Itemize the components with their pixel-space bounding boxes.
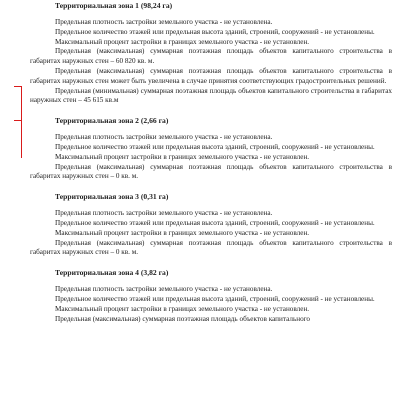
zone-1-coverage: Максимальный процент застройки в границах земельного участка - не установлен. bbox=[55, 37, 310, 46]
zone-4-density: Предельная плотность застройки земельного участка - не установлена. bbox=[55, 285, 273, 294]
red-margin-mark bbox=[21, 86, 22, 158]
zone-4-coverage: Максимальный процент застройки в границах земельного участка - не установлен. bbox=[55, 304, 310, 313]
zone-1-max-area: Предельная (максимальная) суммарная поэтажная площадь объектов капитального строительства в габаритах наружных стен – 60 820 кв. м. bbox=[30, 47, 392, 66]
zone-2-floors: Предельное количество этажей или предельная высота зданий, строений, сооружений - не установлены. bbox=[55, 142, 375, 151]
zone-3-title: Территориальная зона 3 (0,31 га) bbox=[55, 192, 169, 202]
red-margin-tick bbox=[14, 120, 22, 121]
zone-3-section bbox=[30, 192, 392, 258]
zone-2-max-area: Предельная (максимальная) суммарная поэтажная площадь объектов капитального строительства в габаритах наружных стен – 0 кв. м. bbox=[30, 162, 392, 181]
zone-2-title: Территориальная зона 2 (2,66 га) bbox=[55, 116, 169, 126]
zone-3-coverage: Максимальный процент застройки в границах земельного участка - не установлен. bbox=[55, 228, 310, 237]
zone-3-max-area: Предельная (максимальная) суммарная поэтажная площадь объектов капитального строительства в габаритах наружных стен – 0 кв. м. bbox=[30, 238, 392, 257]
zone-4-section bbox=[30, 268, 392, 324]
zone-1-floors: Предельное количество этажей или предельная высота зданий, строений, сооружений - не установлены. bbox=[55, 27, 375, 36]
zone-1-max-area-increase: Предельная (максимальная) суммарная поэтажная площадь объектов капитального строительства в габаритах наружных стен может быть увеличена в случае принятия соответствующих градостроительных решений. bbox=[30, 66, 392, 85]
document-page bbox=[30, 0, 392, 324]
zone-1-title: Территориальная зона 1 (98,24 га) bbox=[55, 1, 173, 10]
zone-1-density: Предельная плотность застройки земельного участка - не установлена. bbox=[55, 18, 273, 26]
zone-4-max-area: Предельная (максимальная) суммарная поэтажная площадь объектов капитального bbox=[55, 314, 311, 323]
zone-1-min-area: Предельная (минимальная) суммарная поэтажная площадь объектов капитального строительства в габаритах наружных стен – 45 615 кв.м bbox=[30, 86, 392, 105]
red-margin-tick bbox=[14, 86, 22, 87]
zone-1-section bbox=[30, 1, 392, 106]
zone-4-floors: Предельное количество этажей или предельная высота зданий, строений, сооружений - не установлены. bbox=[55, 294, 375, 303]
zone-2-section bbox=[30, 116, 392, 182]
zone-3-floors: Предельное количество этажей или предельная высота зданий, строений, сооружений - не установлены. bbox=[55, 218, 375, 227]
zone-2-coverage: Максимальный процент застройки в границах земельного участка - не установлен. bbox=[55, 152, 310, 161]
zone-3-density: Предельная плотность застройки земельного участка - не установлена. bbox=[55, 209, 273, 218]
zone-4-title: Территориальная зона 4 (3,82 га) bbox=[55, 268, 169, 278]
zone-2-density: Предельная плотность застройки земельного участка - не установлена. bbox=[55, 133, 273, 142]
